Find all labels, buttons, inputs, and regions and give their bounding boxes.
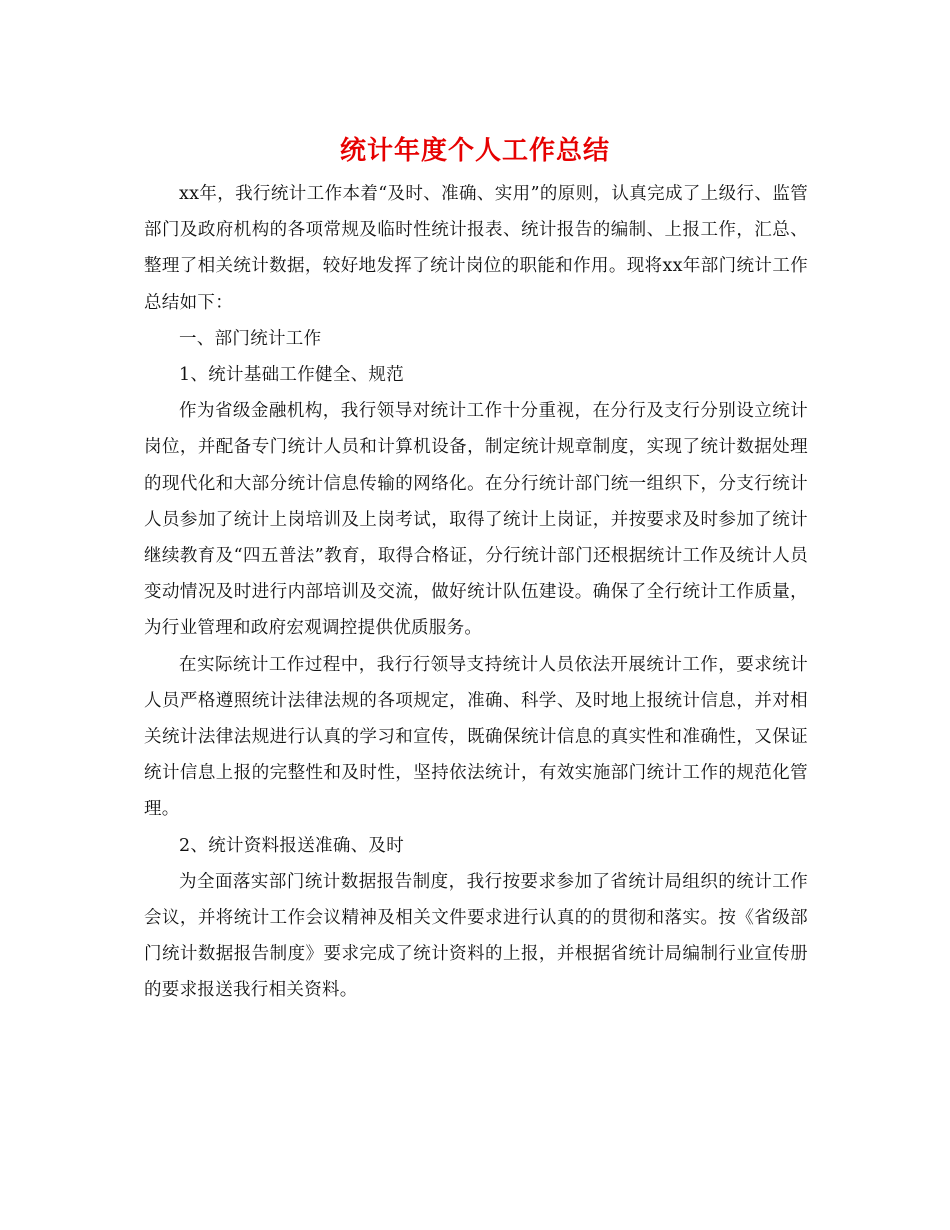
subsection-heading-basic-work: 1、统计基础工作健全、规范 xyxy=(179,365,405,386)
paragraph-intro: xx年，我行统计工作本着“及时、准确、实用”的原则，认真完成了上级行、监管部门及政府机构的各项常规及临时性统计报表、统计报告的编制、上报工作，汇总、整理了相关统计数据，较好地发挥了统计岗位的职能和作用。现将xx年部门统计工作总结如下： xyxy=(144,184,808,313)
paragraph-data-reporting: 为全面落实部门统计数据报告制度，我行按要求参加了省统计局组织的统计工作会议，并将统计工作会议精神及相关文件要求进行认真的的贯彻和落实。按《省级部门统计数据报告制度》要求完成了统计资料的上报，并根据省统计局编制行业宣传册的要求报送我行相关资料。 xyxy=(144,871,808,1001)
document-body xyxy=(144,176,808,1009)
document-title: 统计年度个人工作总结 xyxy=(339,136,610,166)
subsection-heading-data-reporting: 2、统计资料报送准确、及时 xyxy=(179,835,405,856)
paragraph-legal-compliance: 在实际统计工作过程中，我行行领导支持统计人员依法开展统计工作，要求统计人员严格遵照统计法律法规的各项规定，准确、科学、及时地上报统计信息，并对相关统计法律法规进行认真的学习和宣传，既确保统计信息的真实性和准确性，又保证统计信息上报的完整性和及时性，坚持依法统计，有效实施部门统计工作的规范化管理。 xyxy=(144,654,808,820)
paragraph-basic-work: 作为省级金融机构，我行领导对统计工作十分重视，在分行及支行分别设立统计岗位，并配备专门统计人员和计算机设备，制定统计规章制度，实现了统计数据处理的现代化和大部分统计信息传输的网络化。在分行统计部门统一组织下，分支行统计人员参加了统计上岗培训及上岗考试，取得了统计上岗证，并按要求及时参加了统计继续教育及“四五普法”教育，取得合格证，分行统计部门还根据统计工作及统计人员变动情况及时进行内部培训及交流，做好统计队伍建设。确保了全行统计工作质量，为行业管理和政府宏观调控提供优质服务。 xyxy=(144,401,808,639)
section-heading-department-statistics: 一、部门统计工作 xyxy=(179,328,322,349)
